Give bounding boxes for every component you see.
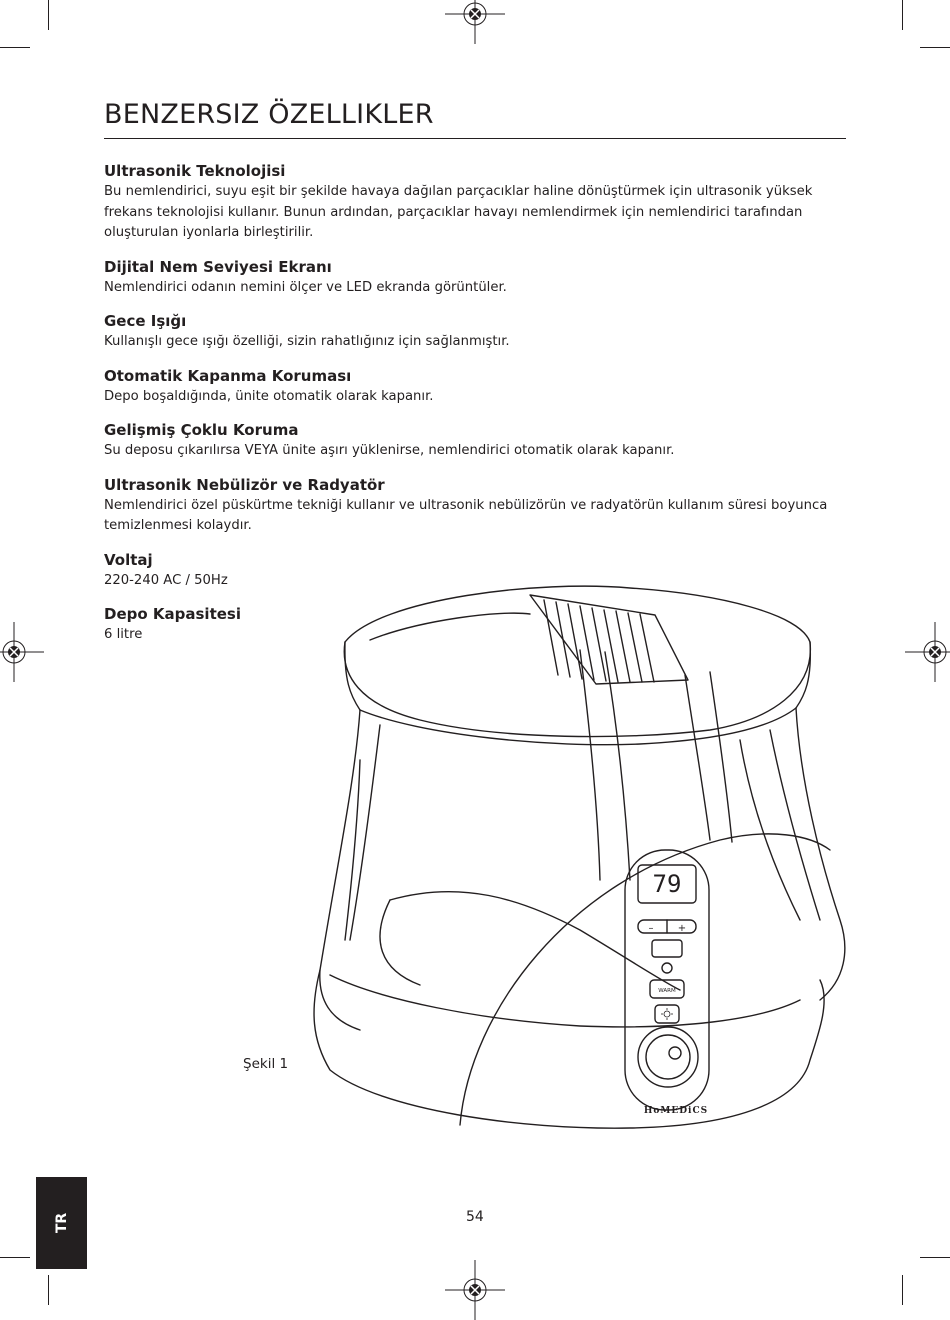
humidifier-illustration bbox=[300, 580, 860, 1140]
description-line: Nemlendirici odanın nemini ölçer ve LED ekranda görüntüler. bbox=[104, 279, 507, 295]
feature-description bbox=[104, 496, 850, 537]
feature-section bbox=[104, 256, 850, 299]
feature-description bbox=[104, 387, 850, 408]
description-line: 220-240 AC / 50Hz bbox=[104, 572, 228, 588]
power-dial-icon bbox=[638, 1027, 698, 1087]
crop-mark bbox=[920, 47, 950, 48]
feature-heading: Gece Işığı bbox=[104, 312, 187, 330]
crop-mark bbox=[902, 0, 903, 30]
feature-heading: Ultrasonik Nebülizör ve Radyatör bbox=[104, 475, 385, 494]
crop-mark bbox=[920, 1257, 950, 1258]
lid-outline bbox=[344, 586, 810, 736]
night-light-icon bbox=[661, 1008, 673, 1020]
figure-caption: Şekil 1 bbox=[243, 1056, 289, 1072]
feature-section bbox=[104, 160, 850, 244]
feature-heading: Otomatik Kapanma Koruması bbox=[104, 366, 352, 385]
title-divider bbox=[104, 138, 846, 139]
top-vent bbox=[530, 595, 688, 684]
feature-description bbox=[104, 182, 850, 244]
crop-mark bbox=[0, 1257, 30, 1258]
feature-description bbox=[104, 332, 850, 353]
language-code: TR bbox=[53, 1212, 70, 1234]
description-line: Su deposu çıkarılırsa VEYA ünite aşırı yüklenirse, nemlendirici otomatik olarak kapanır. bbox=[104, 443, 675, 458]
crop-mark bbox=[48, 0, 49, 30]
description-line: temizlenmesi kolaydır. bbox=[104, 518, 252, 533]
feature-heading: Dijital Nem Seviyesi Ekranı bbox=[104, 257, 332, 276]
feature-section bbox=[104, 365, 850, 408]
description-line: Bu nemlendirici, suyu eşit bir şekilde havaya dağılan parçacıklar haline dönüştürmek için ultrasonik yüksek bbox=[104, 184, 813, 199]
registration-mark-icon bbox=[0, 622, 44, 682]
language-tab bbox=[36, 1177, 87, 1269]
page-title: BENZERSIZ ÖZELLIKLER bbox=[104, 99, 434, 130]
crop-mark bbox=[902, 1275, 903, 1305]
feature-heading: Depo Kapasitesi bbox=[104, 605, 241, 623]
feature-description bbox=[104, 278, 850, 299]
feature-section bbox=[104, 474, 850, 537]
crop-mark bbox=[0, 47, 30, 48]
feature-heading: Gelişmiş Çoklu Koruma bbox=[104, 421, 299, 439]
brand-logo: HoMEDiCS bbox=[643, 1106, 709, 1116]
minus-label: – bbox=[648, 923, 654, 934]
tank-body bbox=[320, 710, 360, 1030]
description-line: Kullanışlı gece ışığı özelliği, sizin rahatlığınız için sağlanmıştır. bbox=[104, 334, 510, 349]
warm-label: WARM bbox=[658, 988, 676, 994]
feature-heading: Voltaj bbox=[104, 550, 153, 569]
description-line: Depo boşaldığında, ünite otomatik olarak kapanır. bbox=[104, 388, 434, 404]
registration-mark-icon bbox=[445, 1260, 505, 1320]
description-line: frekans teknolojisi kullanır. Bunun ardından, parçacıklar havayı nemlendirmek için nemlendirici tarafından bbox=[104, 204, 803, 220]
lid-rim bbox=[345, 642, 360, 710]
description-line: oluşturulan iyonlarla birleştirilir. bbox=[104, 225, 314, 240]
description-line: 6 litre bbox=[104, 627, 143, 642]
humidity-reading: 79 bbox=[652, 870, 682, 898]
page-number: 54 bbox=[466, 1209, 484, 1225]
feature-heading: Ultrasonik Teknolojisi bbox=[104, 162, 286, 180]
crop-mark bbox=[48, 1275, 49, 1305]
plus-label: + bbox=[677, 923, 687, 934]
feature-section bbox=[104, 419, 850, 462]
feature-section bbox=[104, 310, 850, 353]
registration-mark-icon bbox=[905, 622, 950, 682]
base bbox=[314, 970, 824, 1128]
feature-description bbox=[104, 441, 850, 462]
registration-mark-icon bbox=[445, 0, 505, 44]
description-line: Nemlendirici özel püskürtme tekniği kullanır ve ultrasonik nebülizörün ve radyatörün kullanım süresi boyunca bbox=[104, 497, 828, 513]
